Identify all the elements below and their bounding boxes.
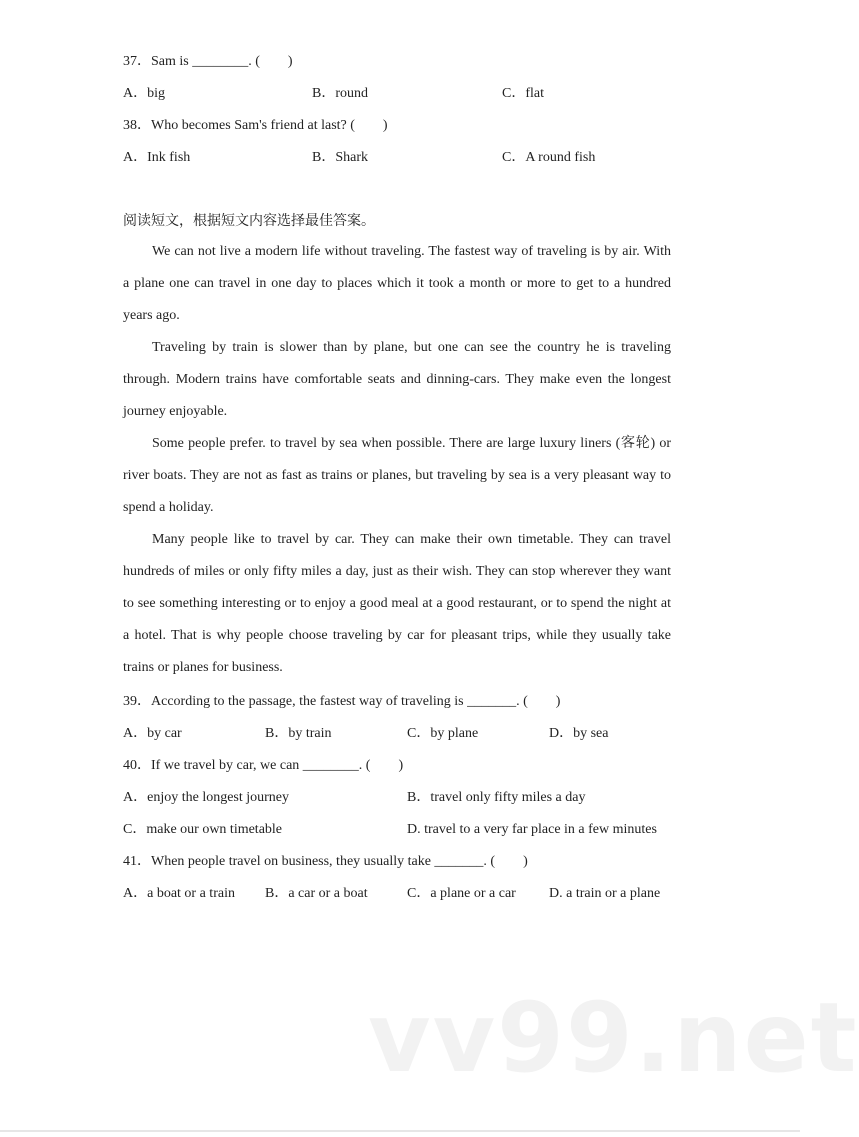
question-41-option-d: D. a train or a plane bbox=[549, 886, 661, 901]
question-40-option-a: A．enjoy the longest journey bbox=[123, 790, 290, 805]
question-39-stem: 39．According to the passage, the fastest way of traveling is _______. ( ) bbox=[123, 694, 561, 709]
question-38-option-a: A．Ink fish bbox=[123, 150, 191, 165]
question-37-stem: 37．Sam is ________. ( ) bbox=[123, 54, 293, 69]
question-39-option-b: B．by train bbox=[265, 726, 332, 741]
passage-paragraph-2: Traveling by train is slower than by plane, but one can see the country he is traveling through. Modern trains have comfortable seats and dinning-cars. They make even the longest journey enjoyable. bbox=[123, 340, 671, 419]
question-41-option-c: C．a plane or a car bbox=[407, 886, 516, 901]
question-38-stem: 38．Who becomes Sam's friend at last? ( ) bbox=[123, 118, 388, 133]
question-40-option-b: B．travel only fifty miles a day bbox=[407, 790, 586, 805]
question-40-option-d: D. travel to a very far place in a few minutes bbox=[407, 822, 657, 837]
question-38-option-c: C．A round fish bbox=[502, 150, 596, 165]
question-39-option-a: A．by car bbox=[123, 726, 182, 741]
passage-paragraph-4: Many people like to travel by car. They can make their own timetable. They can travel hundreds of miles or only fifty miles a day, just as their wish. They can stop wherever they want to see something interesting or to enjoy a good meal at a good restaurant, or to spend the night at a hotel. That is why people choose traveling by car for pleasant trips, while they usually take trains or planes for business. bbox=[123, 532, 671, 675]
question-37-option-c: C．flat bbox=[502, 86, 544, 101]
reading-instruction: 阅读短文，根据短文内容选择最佳答案。 bbox=[123, 213, 375, 229]
question-38-option-b: B．Shark bbox=[312, 150, 368, 165]
question-39-option-c: C．by plane bbox=[407, 726, 479, 741]
question-37-option-a: A．big bbox=[123, 86, 165, 101]
question-40-option-c: C．make our own timetable bbox=[123, 822, 283, 837]
passage-paragraph-1: We can not live a modern life without traveling. The fastest way of traveling is by air. With a plane one can travel in one day to places which it took a month or more to get to a hundred years ago. bbox=[123, 244, 671, 323]
site-watermark: vv99.net bbox=[368, 982, 859, 1094]
question-41-option-b: B．a car or a boat bbox=[265, 886, 368, 901]
passage-paragraph-3: Some people prefer. to travel by sea when possible. There are large luxury liners (客轮) or river boats. They are not as fast as trains or planes, but traveling by sea is a very pleasant way to spend a holiday. bbox=[123, 436, 671, 515]
question-37-option-b: B．round bbox=[312, 86, 368, 101]
question-41-stem: 41．When people travel on business, they usually take _______. ( ) bbox=[123, 854, 528, 869]
question-41-option-a: A．a boat or a train bbox=[123, 886, 235, 901]
question-39-option-d: D．by sea bbox=[549, 726, 609, 741]
question-40-stem: 40．If we travel by car, we can ________. ( ) bbox=[123, 758, 404, 773]
page-bottom-edge bbox=[0, 1130, 800, 1132]
